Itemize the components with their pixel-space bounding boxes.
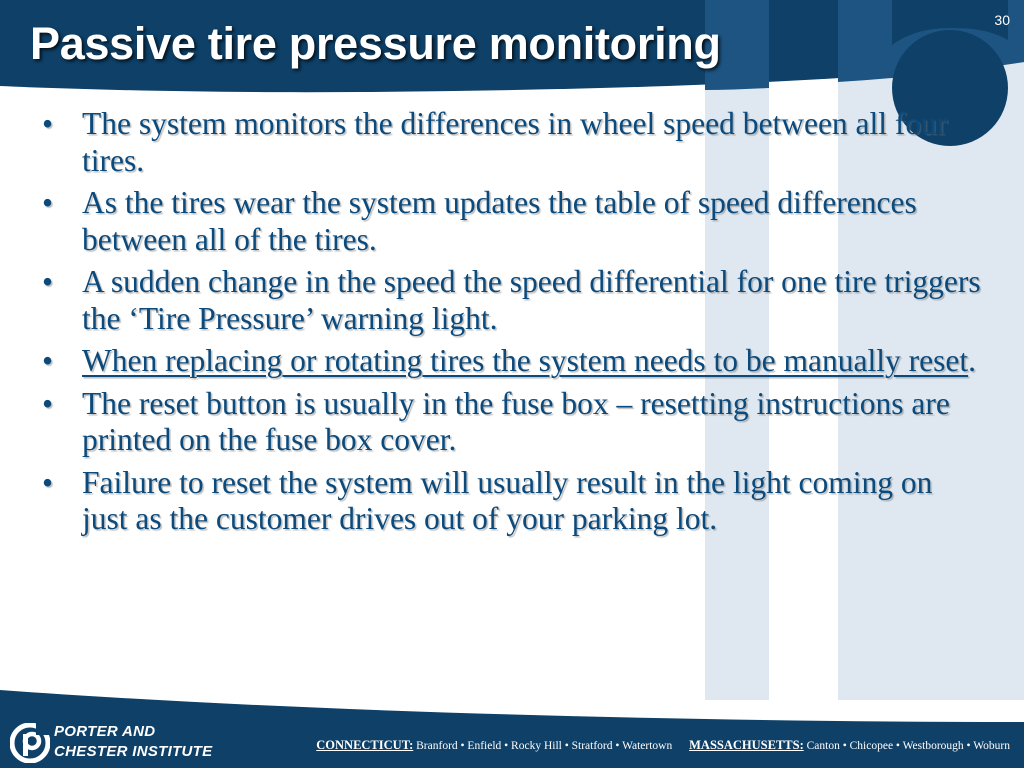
ct-towns: Branford • Enfield • Rocky Hill • Stratford • Watertown	[416, 740, 673, 752]
bullet-glyph: •	[42, 106, 54, 141]
logo-line-2: CHESTER INSTITUTE	[54, 743, 213, 760]
campus-locations	[316, 738, 1010, 753]
bullet-list	[42, 106, 982, 544]
bullet-text: The system monitors the differences in wheel speed between all four tires.	[82, 106, 948, 178]
ct-label: CONNECTICUT:	[316, 738, 414, 752]
bullet-suffix: .	[968, 343, 976, 378]
bullet-glyph: •	[42, 185, 54, 220]
porter-chester-logo-icon	[10, 723, 50, 763]
footer	[0, 720, 1024, 768]
bullet-item	[42, 386, 982, 459]
ma-label: MASSACHUSETTS:	[689, 738, 804, 752]
bullet-text: As the tires wear the system updates the table of speed differences between all of the tires.	[82, 185, 917, 257]
logo-wordmark	[54, 722, 212, 762]
bullet-text: A sudden change in the speed the speed differential for one tire triggers the ‘Tire Pressure’ warning light.	[82, 264, 981, 336]
bullet-item	[42, 106, 982, 179]
bullet-glyph: •	[42, 464, 54, 500]
bullet-item	[42, 465, 982, 538]
bullet-item	[42, 185, 982, 258]
bullet-item	[42, 264, 982, 337]
bullet-glyph: •	[42, 264, 54, 299]
bullet-item	[42, 343, 982, 380]
bullet-underlined-text: When replacing or rotating tires the system needs to be manually reset	[82, 343, 969, 378]
logo-line-1: PORTER AND	[54, 723, 156, 740]
bullet-text: The reset button is usually in the fuse box – resetting instructions are printed on the fuse box cover.	[82, 385, 950, 457]
ma-towns: Canton • Chicopee • Westborough • Woburn	[806, 740, 1010, 752]
bullet-text: Failure to reset the system will usually result in the light coming on just as the customer drives out of your parking lot.	[82, 464, 933, 536]
slide-title: Passive tire pressure monitoring	[30, 18, 721, 69]
bullet-glyph: •	[42, 343, 54, 378]
slide-number: 30	[994, 12, 1010, 28]
bullet-glyph: •	[42, 385, 54, 421]
